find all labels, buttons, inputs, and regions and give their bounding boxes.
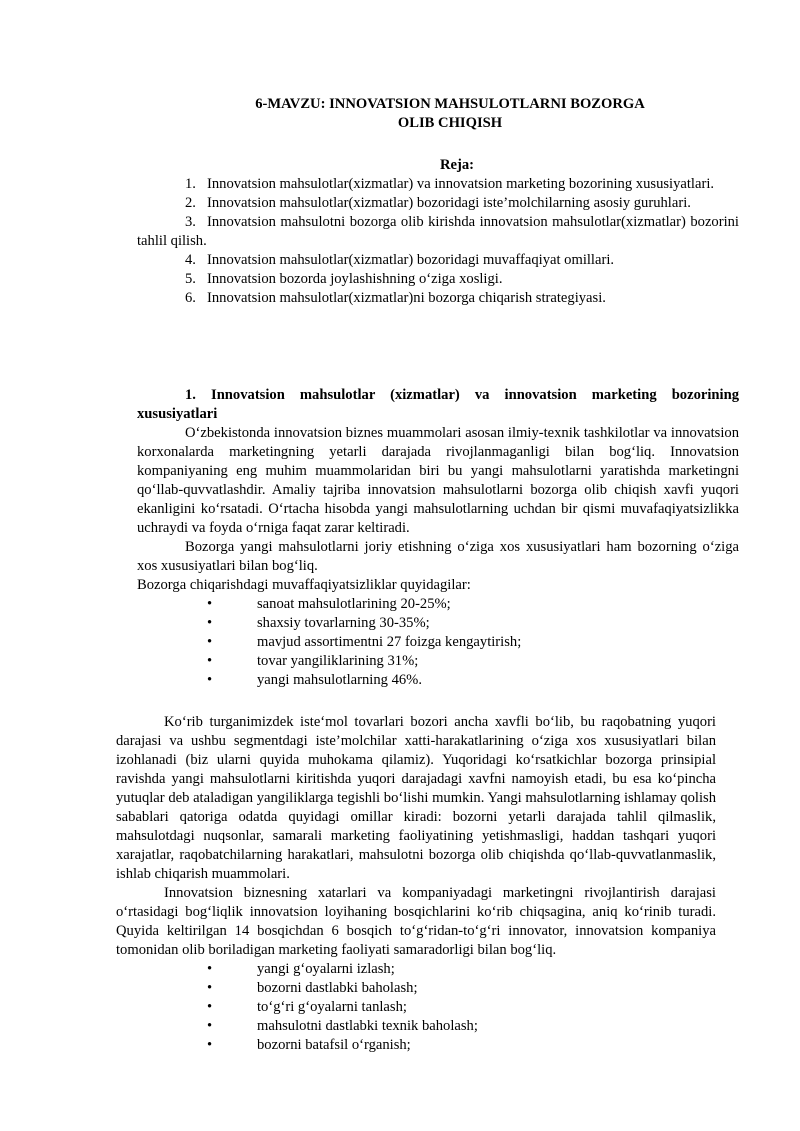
list-item-text: bozorni batafsil o‘rganish;: [257, 1037, 411, 1053]
bullet-marker: •: [207, 653, 213, 669]
list-item-text: yangi g‘oyalarni izlash;: [257, 961, 395, 977]
list-item: [137, 1036, 716, 1055]
bullet-list: [137, 595, 739, 690]
list-item-text: sanoat mahsulotlarining 20-25%;: [257, 596, 451, 612]
plan-item-text: Innovatsion mahsulotni bozorga olib kirishda innovatsion mahsulotlar(xizmatlar) bozorini tahlil qilish.: [137, 214, 739, 249]
list-item-text: to‘g‘ri g‘oyalarni tanlash;: [257, 999, 407, 1015]
plan-item-number: 2.: [185, 195, 196, 211]
section-heading: 1. Innovatsion mahsulotlar (xizmatlar) va innovatsion marketing bozorining xususiyatlari: [137, 387, 739, 422]
bullet-marker: •: [207, 634, 213, 650]
list-item: [137, 960, 716, 979]
plan-item-number: 4.: [185, 252, 196, 268]
plan-item-number: 3.: [185, 214, 196, 230]
bullet-marker: •: [207, 961, 213, 977]
plan-item-text: Innovatsion mahsulotlar(xizmatlar) va innovatsion marketing bozorining xususiyatlari.: [207, 176, 715, 192]
plan-item-text: Innovatsion mahsulotlar(xizmatlar) bozoridagi muvaffaqiyat omillari.: [207, 252, 615, 268]
plan-item: [137, 213, 739, 251]
plan-item-number: 5.: [185, 271, 196, 287]
title-line-1: 6-MAVZU: INNOVATSION MAHSULOTLARNI BOZORGA: [255, 96, 645, 112]
plan-item: [137, 270, 739, 289]
paragraph: Bozorga chiqarishdagi muvaffaqiyatsizliklar quyidagilar:: [137, 577, 471, 593]
list-item: [137, 671, 739, 690]
plan-item: [137, 194, 739, 213]
list-item-text: mavjud assortimentni 27 foizga kengaytirish;: [257, 634, 522, 650]
title-line-2: OLIB CHIQISH: [397, 115, 503, 131]
plan-item-number: 6.: [185, 290, 196, 306]
bullet-marker: •: [207, 672, 213, 688]
plan-item-number: 1.: [185, 176, 196, 192]
bullet-marker: •: [207, 596, 213, 612]
list-item: [137, 979, 716, 998]
list-item: [137, 595, 739, 614]
plan-item: [137, 251, 739, 270]
paragraph: Ko‘rib turganimizdek iste‘mol tovarlari bozori ancha xavfli bo‘lib, bu raqobatning yuqori darajasi va ushbu segmentdagi iste’molchilar xatti-harakatlarining o‘ziga xos xususiyatlari bilan izohlanadi (biz ularni quyida muhokama qilamiz). Yuqoridagi ko‘rsatkichlar bozorga prinsipial ravishda yangi mahsulotlarni kiritishda yuqori darajadagi xavfni namoyish etadi, bu esa ko‘pincha yutuqlar deb ataladigan yangiliklarga tegishli bo‘lishi mumkin. Yangi mahsulotlarning ishlamay qolish sabablari qatoriga odatda quyidagi omillar kiradi: bozorni yetarli darajada tahlil qilmaslik, mahsulotdagi nuqsonlar, samarali marketing faoliyatining yetishmasligi, haddan tashqari yuqori xarajatlar, raqobatchilarning harakatlari, mahsulotni bozorga olib chiqishda qo‘llab-quvvatlanmaslik, ishlab chiqarish muammolari.: [116, 714, 716, 882]
bullet-list: [137, 960, 716, 1055]
bullet-marker: •: [207, 980, 213, 996]
list-item: [137, 998, 716, 1017]
list-item: [137, 633, 739, 652]
list-item-text: yangi mahsulotlarning 46%.: [257, 672, 422, 688]
list-item-text: bozorni dastlabki baholash;: [257, 980, 418, 996]
bullet-marker: •: [207, 1037, 213, 1053]
plan-item-text: Innovatsion bozorda joylashishning o‘ziga xosligi.: [207, 271, 503, 287]
list-item-text: mahsulotni dastlabki texnik baholash;: [257, 1018, 478, 1034]
plan-list: [137, 175, 739, 308]
plan-item: [137, 175, 739, 194]
section-1: [137, 386, 739, 690]
list-item-text: tovar yangiliklarining 31%;: [257, 653, 419, 669]
list-item: [137, 652, 739, 671]
paragraph: Innovatsion biznesning xatarlari va kompaniyadagi marketingni rivojlantirish darajasi o‘rtasidagi bog‘liqlik innovatsion loyihaning bosqichlarini ko‘rib chiqsagina, aniq ko‘rinib turadi. Quyida keltirilgan 14 bosqichdan 6 bosqich to‘g‘ridan-to‘g‘ri innovator, innovatsion kompaniya tomonidan olib boriladigan marketing faoliyati samaradorligi bilan bog‘liq.: [116, 885, 716, 958]
document-title: [130, 95, 770, 133]
plan-item-text: Innovatsion mahsulotlar(xizmatlar) bozoridagi iste’molchilarning asosiy guruhlari.: [207, 195, 691, 211]
bullet-marker: •: [207, 1018, 213, 1034]
plan-item-text: Innovatsion mahsulotlar(xizmatlar)ni bozorga chiqarish strategiyasi.: [207, 290, 606, 306]
list-item: [137, 1017, 716, 1036]
list-item-text: shaxsiy tovarlarning 30-35%;: [257, 615, 430, 631]
bullet-marker: •: [207, 999, 213, 1015]
paragraph: O‘zbekistonda innovatsion biznes muammolari asosan ilmiy-texnik tashkilotlar va innovatsion korxonalarda marketingning yetarli darajada rivojlanmaganligi bilan bog‘liq. Innovatsion kompaniyaning eng muhim muammolaridan biri bu yangi mahsulotlarni yaratishda marketingni qo‘llab-quvvatlashdir. Amaliy tajriba innovatsion mahsulotlarni bozorga olib chiqish xavfi yuqori ekanligini ko‘rsatadi. O‘rtacha hisobda yangi mahsulotlarning uchdan bir qismi muvafaqiyatsizlikka uchraydi va foyda o‘rniga faqat zarar keltiradi.: [137, 425, 739, 536]
section-1-continued: [116, 713, 716, 1055]
plan-item: [137, 289, 739, 308]
list-item: [137, 614, 739, 633]
bullet-marker: •: [207, 615, 213, 631]
paragraph: Bozorga yangi mahsulotlarni joriy etishning o‘ziga xos xususiyatlari ham bozorning o‘ziga xos xususiyatlari bilan bog‘liq.: [137, 539, 739, 574]
plan-label: Reja:: [439, 157, 475, 173]
